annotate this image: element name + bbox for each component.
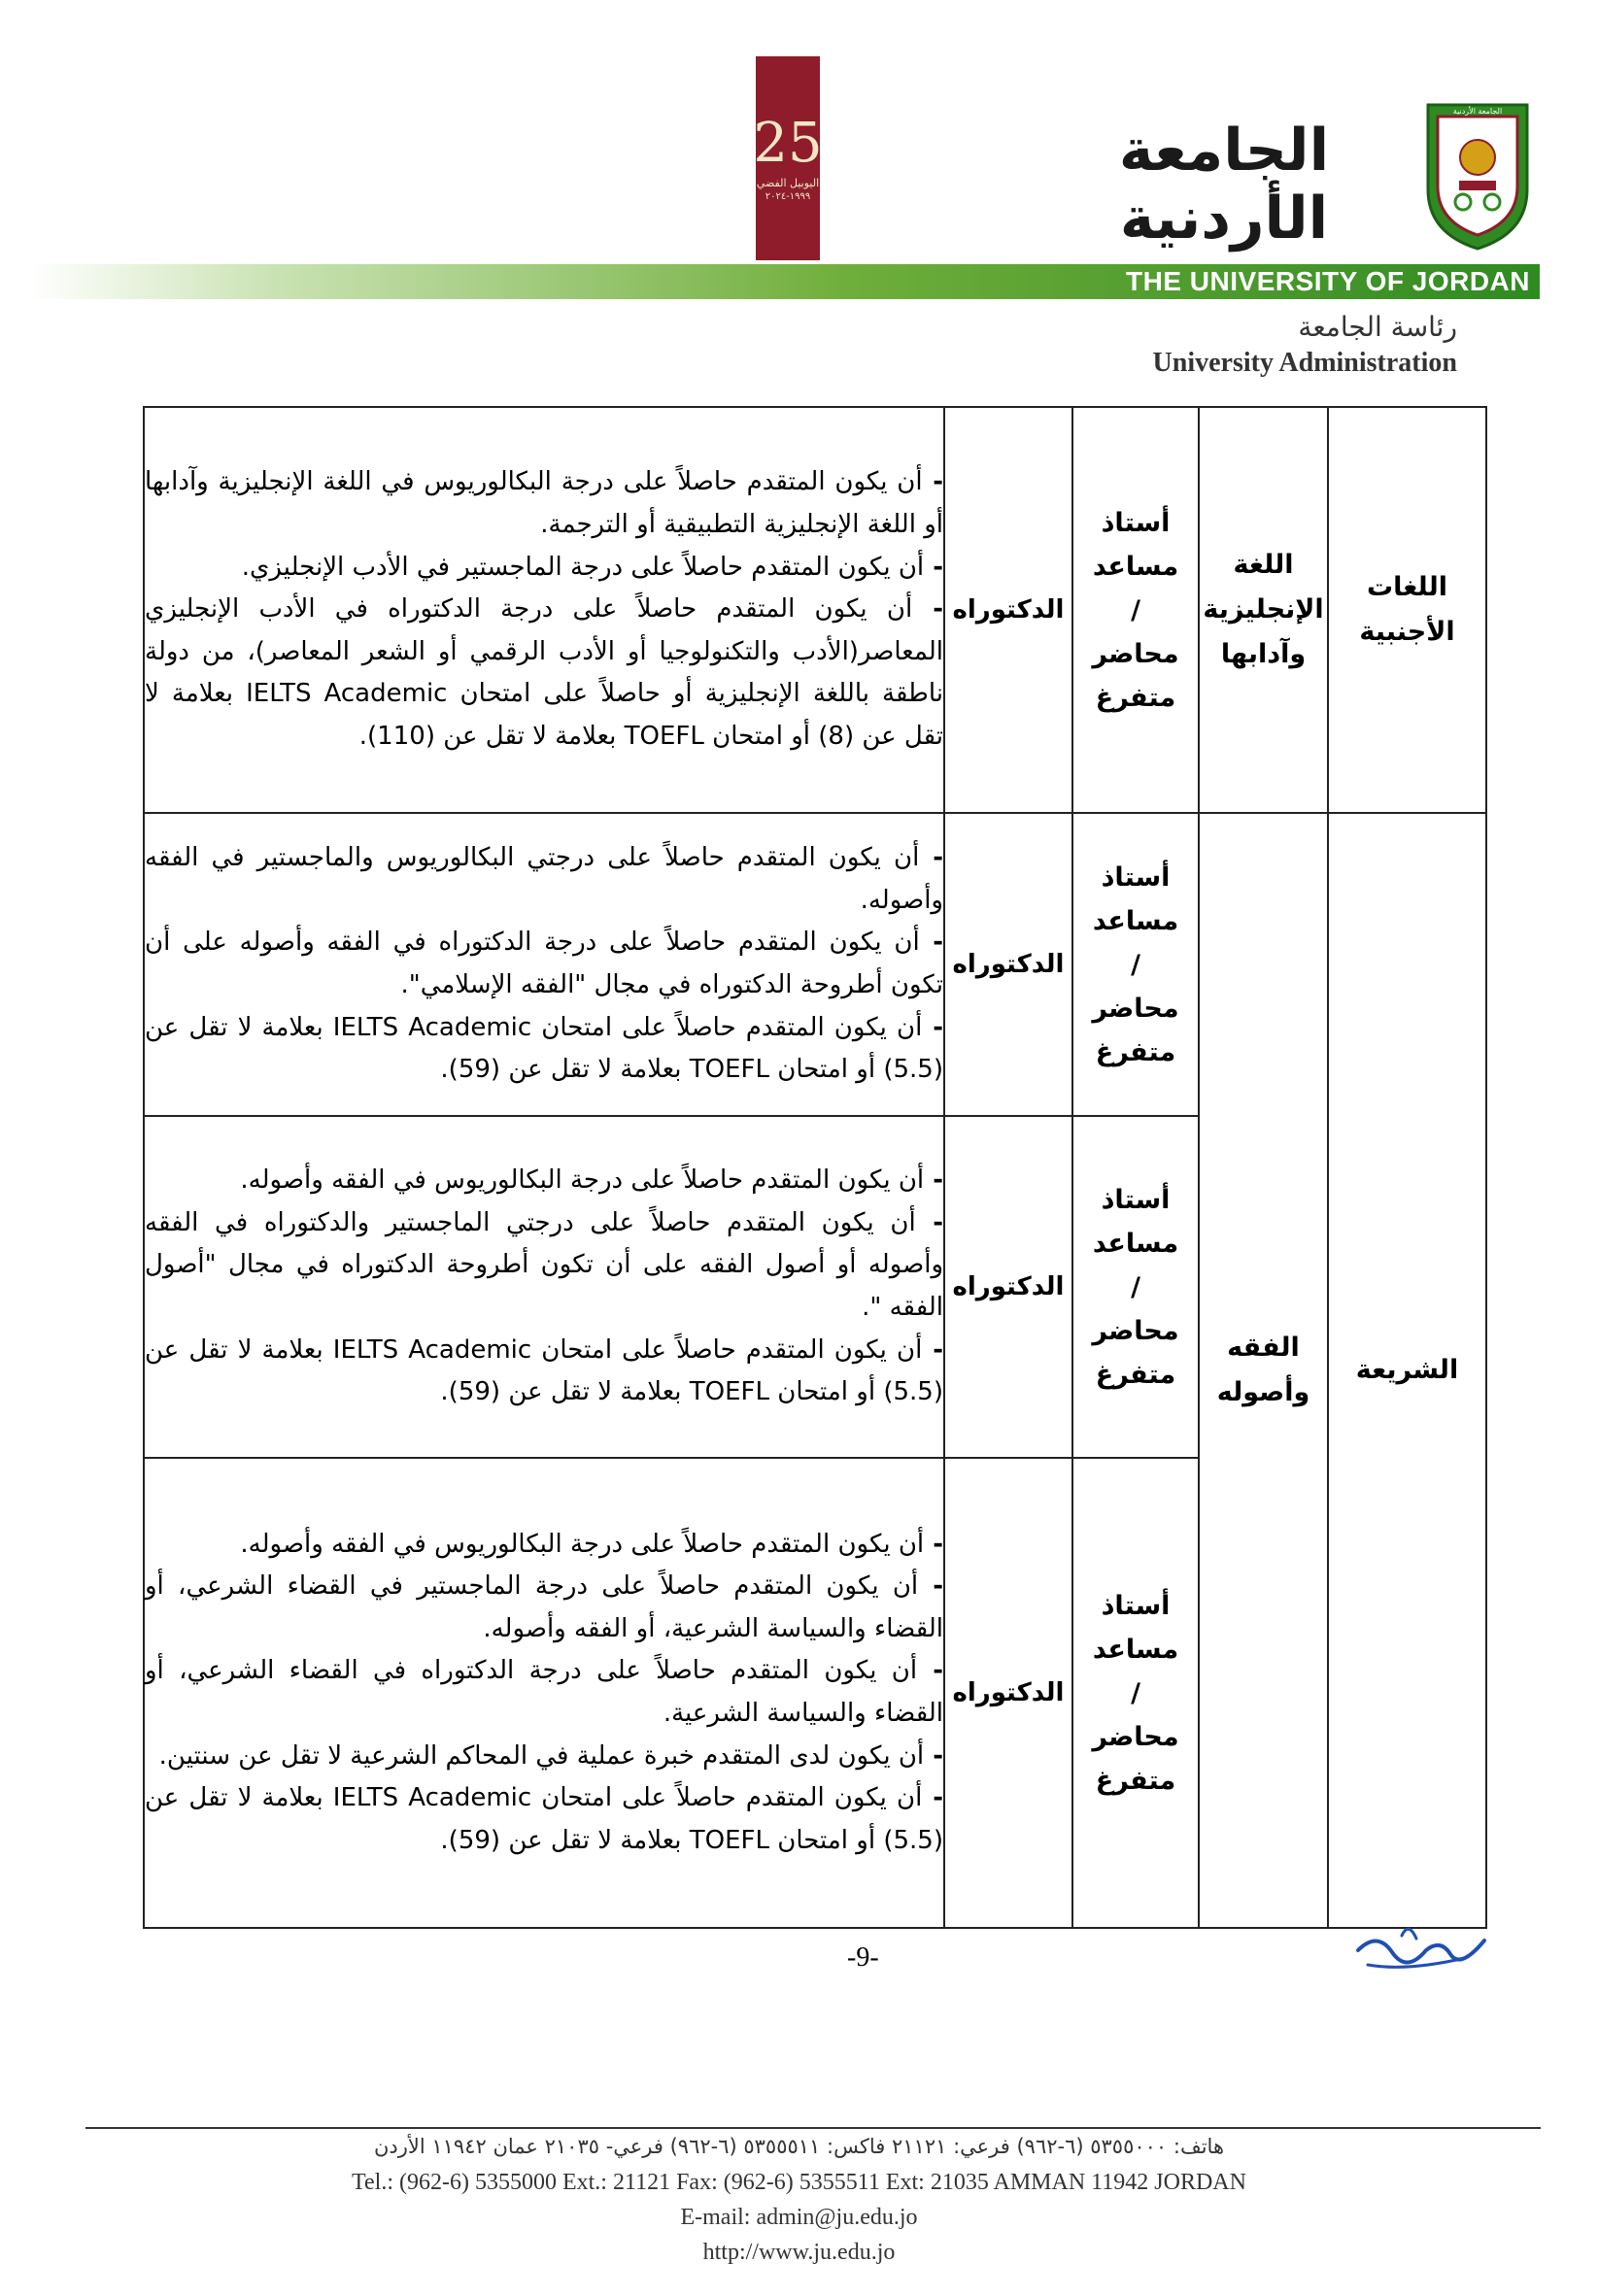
rank-line: محاضر bbox=[1092, 1721, 1179, 1752]
anniversary-label: اليوبيل الفضي bbox=[756, 177, 820, 189]
rank-line: أستاذ bbox=[1101, 861, 1171, 893]
anniversary-years: ١٩٩٩-٢٠٢٤ bbox=[765, 191, 811, 202]
rank-cell bbox=[1072, 1116, 1199, 1458]
department-cell: اللغات الأجنبية bbox=[1328, 407, 1486, 813]
rank-line: / bbox=[1131, 949, 1140, 980]
degree-cell: الدكتوراه bbox=[944, 1116, 1072, 1458]
university-name-english: THE UNIVERSITY OF JORDAN bbox=[1126, 266, 1530, 296]
footer-contact-arabic: هاتف: ٥٣٥٥٠٠٠ (٦-٩٦٢) فرعي: ٢١١٢١ فاكس: ٥٣٥٥٥١١ (٦-٩٦٢) فرعي- ٢١٠٣٥ عمان ١١٩٤٢ الأردن bbox=[373, 2135, 1225, 2158]
degree-cell: الدكتوراه bbox=[944, 407, 1072, 813]
rank-line: مساعد bbox=[1092, 1634, 1179, 1665]
rank-line: مساعد bbox=[1092, 905, 1179, 936]
requirements-cell bbox=[144, 1458, 944, 1928]
university-name-arabic: الجامعة الأردنية bbox=[1118, 117, 1330, 253]
rank-line: / bbox=[1131, 1677, 1140, 1708]
rank-line: متفرغ bbox=[1095, 1036, 1176, 1067]
office-name-arabic: رئاسة الجامعة bbox=[1298, 311, 1457, 343]
footer-contact-english: Tel.: (962-6) 5355000 Ext.: 21121 Fax: (962-6) 5355511 Ext: 21035 AMMAN 11942 JORDAN bbox=[352, 2170, 1246, 2195]
rank-line: أستاذ bbox=[1101, 507, 1171, 538]
requirement-item: - أن يكون المتقدم حاصلاً على درجة الدكتوراه في الفقه وأصوله على أن تكون أطروحة الدكتوراه في مجال "الفقه الإسلامي". bbox=[145, 928, 944, 999]
office-name-english: University Administration bbox=[1152, 348, 1457, 378]
requirement-item: - أن يكون لدى المتقدم خبرة عملية في المحاكم الشرعية لا تقل عن سنتين. bbox=[158, 1740, 943, 1771]
rank-line: متفرغ bbox=[1095, 682, 1176, 713]
degree-cell: الدكتوراه bbox=[944, 813, 1072, 1116]
rank-line: مساعد bbox=[1092, 551, 1179, 582]
department-cell: الشريعة bbox=[1328, 813, 1486, 1928]
requirement-item: - أن يكون المتقدم حاصلاً على درجة الدكتوراه في الأدب الإنجليزي المعاصر(الأدب والتكنولوجيا أو الأدب الرقمي أو الشعر المعاصر)، من دولة ناطقة باللغة الإنجليزية أو حاصلاً على امتحان IELTS Academic بعلامة لا تقل عن (8) أو امتحان TOEFL بعلامة لا تقل عن (110). bbox=[145, 594, 943, 751]
requirement-item: - أن يكون المتقدم حاصلاً على درجة البكالوريوس في الفقه وأصوله. bbox=[240, 1165, 943, 1196]
requirements-table bbox=[143, 406, 1487, 1929]
anniversary-number: 25 bbox=[753, 112, 823, 175]
letterhead bbox=[0, 0, 1598, 388]
table-row bbox=[144, 407, 1486, 813]
requirements-table-wrapper bbox=[143, 406, 1485, 1929]
university-crest-icon bbox=[1420, 97, 1535, 253]
footer-email[interactable]: E-mail: admin@ju.edu.jo bbox=[680, 2205, 918, 2230]
signature-icon bbox=[1348, 1911, 1494, 1989]
rank-line: / bbox=[1131, 594, 1140, 625]
rank-cell bbox=[1072, 813, 1199, 1116]
rank-line: محاضر bbox=[1092, 1315, 1179, 1346]
degree-cell: الدكتوراه bbox=[944, 1458, 1072, 1928]
table-row bbox=[144, 813, 1486, 1116]
footer-divider bbox=[85, 2127, 1541, 2129]
specialization-cell: اللغة الإنجليزية وآدابها bbox=[1199, 407, 1328, 813]
requirements-cell bbox=[144, 813, 944, 1116]
rank-line: أستاذ bbox=[1101, 1184, 1171, 1215]
requirement-item: - أن يكون المتقدم حاصلاً على درجة البكالوريوس في اللغة الإنجليزية وآدابها أو اللغة الإنجليزية التطبيقية أو الترجمة. bbox=[145, 467, 944, 540]
rank-line: متفرغ bbox=[1095, 1765, 1176, 1796]
requirement-item: - أن يكون المتقدم حاصلاً على امتحان IELTS Academic بعلامة لا تقل عن (5.5) أو امتحان TOEFL بعلامة لا تقل عن (59). bbox=[145, 1334, 943, 1407]
requirement-item: - أن يكون المتقدم حاصلاً على درجتي الماجستير والدكتوراه في الفقه وأصوله أو أصول الفقه على أن تكون أطروحة الدكتوراه في مجال "أصول الفقه ". bbox=[145, 1207, 943, 1322]
rank-line: أستاذ bbox=[1101, 1590, 1171, 1621]
requirement-item: - أن يكون المتقدم حاصلاً على درجة البكالوريوس في الفقه وأصوله. bbox=[240, 1529, 943, 1559]
footer-website[interactable]: http://www.ju.edu.jo bbox=[702, 2240, 896, 2265]
requirement-item: - أن يكون المتقدم حاصلاً على امتحان IELTS Academic بعلامة لا تقل عن (5.5) أو امتحان TOEFL بعلامة لا تقل عن (59). bbox=[145, 1783, 943, 1855]
requirement-item: - أن يكون المتقدم حاصلاً على امتحان IELTS Academic بعلامة لا تقل عن (5.5) أو امتحان TOEFL بعلامة لا تقل عن (59). bbox=[145, 1012, 943, 1085]
rank-line: / bbox=[1131, 1271, 1140, 1302]
requirements-cell bbox=[144, 1116, 944, 1458]
requirement-item: - أن يكون المتقدم حاصلاً على درجة الماجستير في الأدب الإنجليزي. bbox=[241, 552, 943, 582]
rank-line: متفرغ bbox=[1095, 1359, 1176, 1390]
requirement-item: - أن يكون المتقدم حاصلاً على درجتي البكالوريوس والماجستير في الفقه وأصوله. bbox=[145, 843, 943, 915]
rank-line: مساعد bbox=[1092, 1228, 1179, 1259]
anniversary-logo bbox=[753, 56, 823, 260]
requirement-item: - أن يكون المتقدم حاصلاً على درجة الدكتوراه في القضاء الشرعي، أو القضاء والسياسة الشرعية. bbox=[145, 1656, 943, 1728]
rank-line: محاضر bbox=[1092, 638, 1179, 669]
rank-cell bbox=[1072, 407, 1199, 813]
crest-text: الجامعة الأردنية bbox=[1452, 107, 1503, 116]
specialization-cell: الفقه وأصوله bbox=[1199, 813, 1328, 1928]
page-number: -9- bbox=[847, 1942, 879, 1973]
requirement-item: - أن يكون المتقدم حاصلاً على درجة الماجستير في القضاء الشرعي، أو القضاء والسياسة الشرعية، أو الفقه وأصوله. bbox=[145, 1571, 944, 1643]
requirements-cell bbox=[144, 407, 944, 813]
rank-cell bbox=[1072, 1458, 1199, 1928]
rank-line: محاضر bbox=[1092, 993, 1179, 1024]
